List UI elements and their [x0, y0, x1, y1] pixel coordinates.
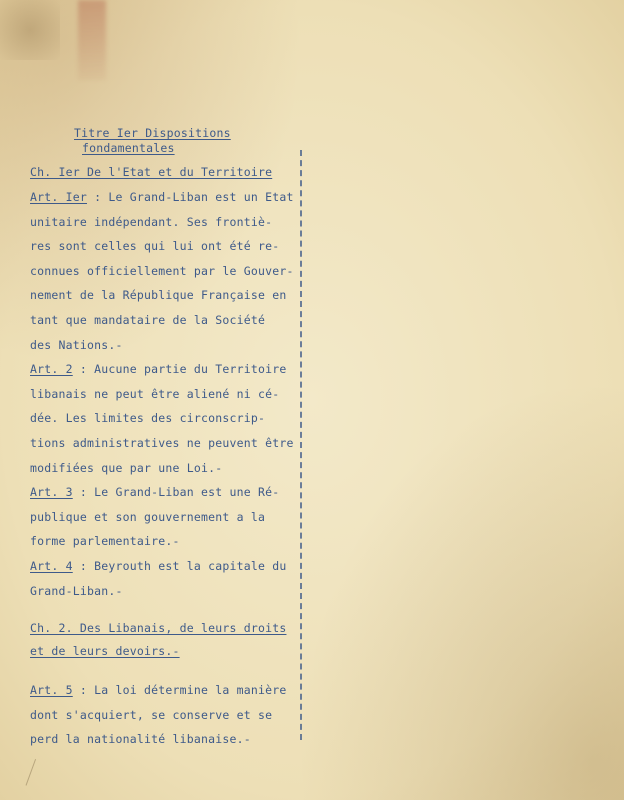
title-line-1: Titre Ier Dispositions: [74, 126, 231, 140]
margin-divider-line: [300, 150, 302, 740]
article-text: tant que mandataire de la Société: [30, 313, 266, 327]
body-line: [30, 313, 265, 327]
article-text: nement de la République Française en: [30, 288, 287, 303]
paper-stain: [78, 0, 106, 80]
body-line: [30, 436, 294, 450]
body-line: [30, 362, 286, 376]
body-line: [30, 190, 294, 204]
body-line: [30, 387, 279, 401]
body-line: [30, 338, 123, 352]
body-line: [30, 559, 286, 573]
body-line: [30, 534, 180, 548]
body-line: [30, 708, 272, 722]
article-text: : Le Grand-Liban est une Ré-: [72, 485, 280, 500]
body-line: [30, 461, 222, 475]
article-text: perd la nationalité libanaise.-: [30, 732, 251, 747]
body-line: [30, 411, 265, 425]
paper-crease: [26, 759, 46, 789]
body-line: [30, 732, 251, 746]
article-text: publique et son gouvernement a la: [30, 509, 266, 524]
body-line: [30, 288, 286, 302]
article-text: libanais ne peut être aliené ni cé-: [30, 386, 280, 401]
article-text: Grand-Liban.-: [30, 583, 123, 598]
article-text: res sont celles qui lui ont été re-: [30, 239, 280, 254]
article-text: forme parlementaire.-: [30, 534, 180, 549]
article-text: : Aucune partie du Territoire: [72, 362, 287, 377]
article-text: connues officiellement par le Gouver-: [30, 263, 294, 278]
chapter-1-heading: Ch. Ier De l'Etat et du Territoire: [30, 165, 273, 179]
paper-stain-corner: [0, 0, 60, 60]
article-label: Art. 3: [30, 485, 73, 500]
article-text: tions administratives ne peuvent être: [30, 436, 294, 450]
article-text: unitaire indépendant. Ses frontiè-: [30, 214, 273, 229]
article-text: dée. Les limites des circonscrip-: [30, 411, 266, 426]
article-text: des Nations.-: [30, 337, 123, 352]
article-text: : La loi détermine la manière: [72, 683, 287, 697]
body-line: [30, 510, 265, 524]
body-line: [30, 264, 294, 278]
body-line: [30, 485, 279, 499]
article-label: Art. 5: [30, 683, 73, 697]
chapter-2-heading-line-1: Ch. 2. Des Libanais, de leurs droits: [30, 621, 287, 635]
body-line: [30, 215, 272, 229]
body-line: [30, 239, 279, 253]
article-label: Art. 4: [30, 559, 73, 573]
article-text: modifiées que par une Loi.-: [30, 460, 223, 475]
article-label: Art. Ier: [30, 190, 87, 204]
body-line: [30, 683, 286, 697]
article-text: : Beyrouth est la capitale du: [72, 559, 287, 573]
article-text: : Le Grand-Liban est un Etat: [87, 190, 294, 204]
title-line-2: fondamentales: [82, 141, 175, 155]
body-line: [30, 584, 123, 598]
article-text: dont s'acquiert, se conserve et se: [30, 707, 273, 722]
article-label: Art. 2: [30, 362, 73, 377]
chapter-2-heading-line-2: et de leurs devoirs.-: [30, 644, 180, 658]
